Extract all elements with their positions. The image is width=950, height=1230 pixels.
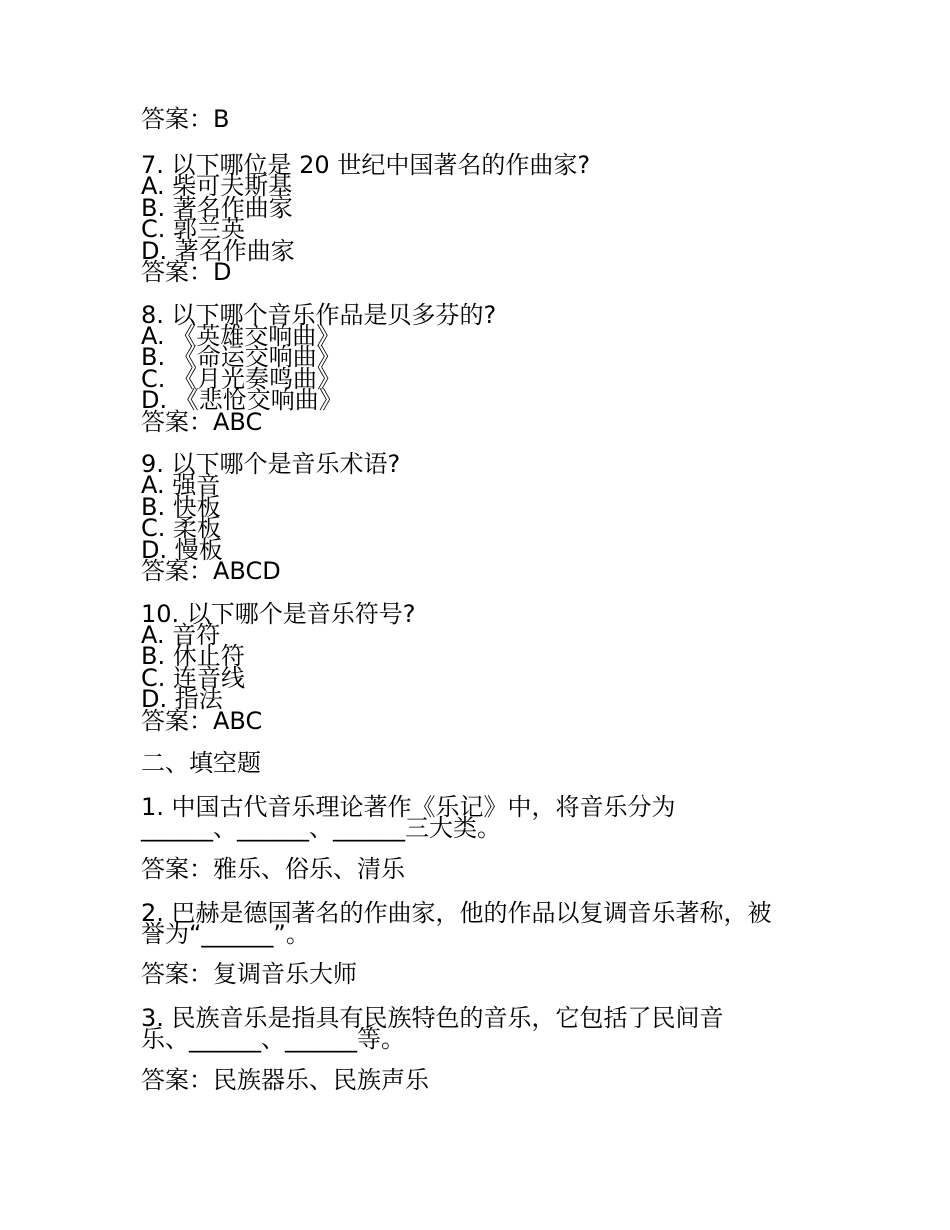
option-c: C. 郭兰英 — [141, 215, 246, 243]
question-text-continued: 乐、______、______等。 — [141, 1025, 405, 1053]
answer-line: 答案：D — [141, 258, 232, 286]
question-text: 10. 以下哪个是音乐符号? — [141, 599, 416, 628]
question-text: 8. 以下哪个音乐作品是贝多芬的? — [141, 300, 497, 329]
option-b: B. 《命运交响曲》 — [141, 343, 341, 371]
answer-line: 答案：民族器乐、民族声乐 — [141, 1065, 429, 1094]
fill-question-3 — [141, 1003, 821, 1051]
option-c: C. 柔板 — [141, 514, 222, 542]
option-d: D. 《悲怆交响曲》 — [141, 386, 343, 414]
question-text: 1. 中国古代音乐理论著作《乐记》中，将音乐分为 — [141, 793, 676, 821]
question-text: 9. 以下哪个是音乐术语? — [141, 450, 401, 478]
question-text-continued: ______、______、______三大类。 — [141, 814, 501, 842]
answer-line: 答案：ABC — [141, 407, 263, 436]
answer-line: 答案：ABC — [141, 706, 263, 735]
question-block-7 — [141, 150, 821, 284]
fill-question-2 — [141, 898, 821, 946]
option-c: C. 《月光奏鸣曲》 — [141, 364, 342, 393]
question-block-10 — [141, 599, 821, 733]
option-d: D. 慢板 — [141, 535, 223, 564]
question-block-9 — [141, 449, 821, 583]
option-d: D. 指法 — [141, 685, 223, 713]
option-b: B. 著名作曲家 — [141, 193, 293, 222]
option-a: A. 强音 — [141, 471, 221, 499]
option-a: A. 《英雄交响曲》 — [141, 321, 341, 350]
answer-line: 答案：ABCD — [141, 557, 281, 585]
question-text: 7. 以下哪位是 20 世纪中国著名的作曲家? — [141, 151, 591, 179]
option-b: B. 休止符 — [141, 642, 245, 670]
question-block-8 — [141, 300, 821, 434]
answer-line: 答案：复调音乐大师 — [141, 960, 357, 988]
answer-line: 答案：B — [141, 105, 230, 133]
option-a: A. 柴可夫斯基 — [141, 172, 293, 200]
option-a: A. 音符 — [141, 620, 221, 649]
question-text: 2. 巴赫是德国著名的作曲家，他的作品以复调音乐著称，被 — [141, 898, 772, 927]
option-c: C. 连音线 — [141, 663, 246, 692]
option-b: B. 快板 — [141, 492, 221, 521]
document-page — [141, 104, 821, 1095]
fill-question-1 — [141, 792, 821, 840]
question-text: 3. 民族音乐是指具有民族特色的音乐，它包括了民间音 — [141, 1004, 724, 1032]
section-title: 二、填空题 — [141, 749, 261, 777]
option-d: D. 著名作曲家 — [141, 236, 295, 265]
answer-line: 答案：雅乐、俗乐、清乐 — [141, 854, 405, 883]
question-text-continued: 誉为“______”。 — [141, 919, 310, 948]
